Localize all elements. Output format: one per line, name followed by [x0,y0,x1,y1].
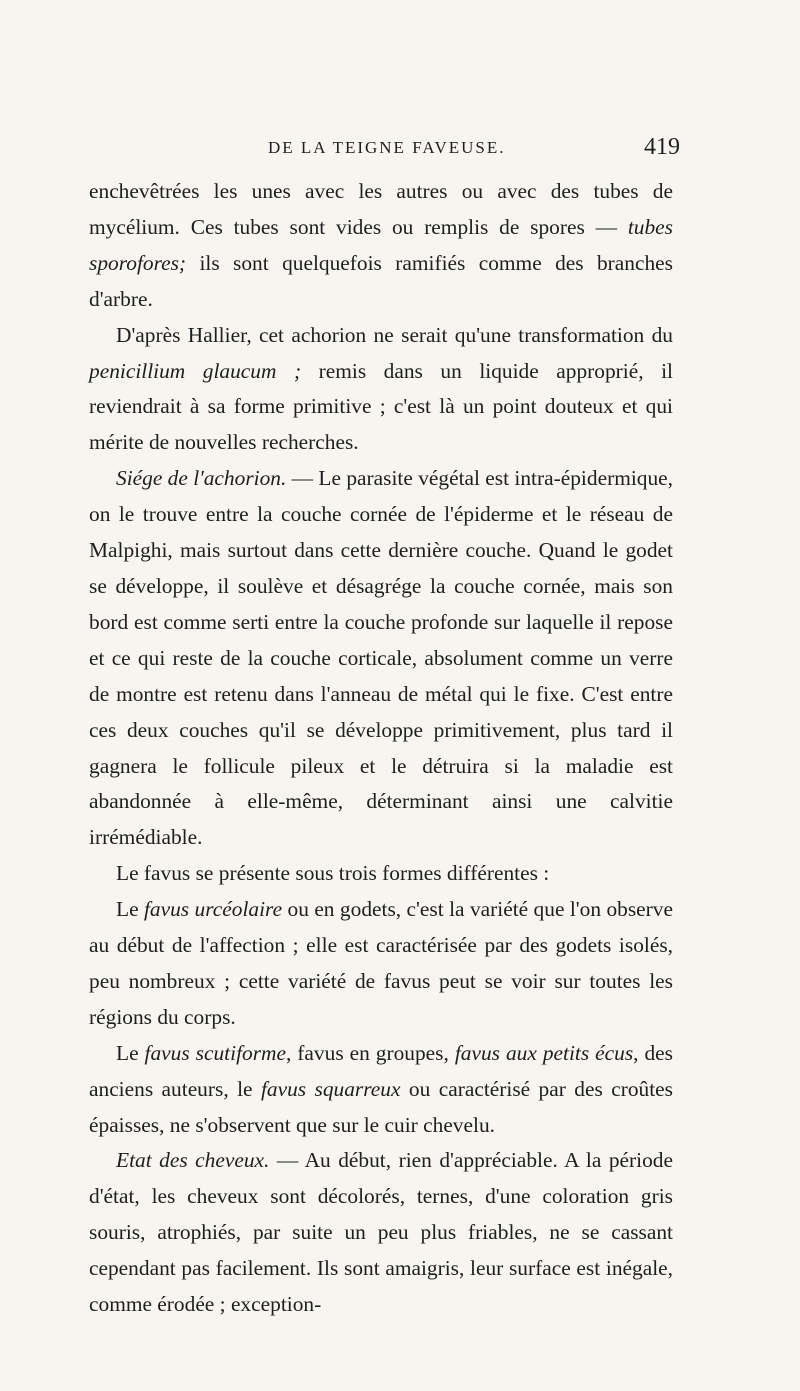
paragraph-2 [89,318,673,462]
text-run: , des anciens auteurs, le [89,1040,673,1101]
text-run: — Le parasite végétal est intra-épidermique, on le trouve entre la couche cornée de l'épiderme et le réseau de Malpighi, mais surtout dans cette dernière couche. Quand le godet se développe, il soulève et désagrége la couche cornée, mais son bord est comme serti entre la couche profonde sur laquelle il repose et ce qui reste de la couche corticale, absolument comme un verre de montre est retenu dans l'anneau de métal qui le fixe. C'est entre ces deux couches qu'il se développe primitivement, plus tard il gagnera le follicule pileux et le détruira si la maladie est abandonnée à elle-même, déterminant ainsi une calvitie irrémédiable. [89,466,674,850]
text-run: enchevêtrées les unes avec les autres ou avec des tubes de mycélium. Ces tubes sont vides ou remplis de spores — [89,179,673,239]
text-run: Le [116,1040,145,1065]
italic-term: favus squarreux [260,1076,401,1101]
paragraph-3 [89,461,673,856]
paragraph-1 [89,174,673,318]
text-run: D'après Hallier, cet achorion ne serait qu'une transformation du [116,322,673,347]
page-header [90,136,680,166]
section-heading: Siége de l'achorion. [116,466,287,491]
text-run: ou caractérisé par des croûtes épaisses, ne s'observent que sur le cuir chevelu. [89,1076,673,1137]
page-number: 419 [644,134,680,160]
italic-term: tubes sporofores; [89,214,673,275]
section-heading: Etat des cheveux. [116,1148,270,1173]
text-run: — Au début, rien d'appréciable. A la période d'état, les cheveux sont décolorés, ternes, d'une coloration gris souris, atrophiés, par suite un peu plus friables, ne se cassant cependant pas facilement. Ils sont amaigris, leur surface est inégale, comme érodée ; exception- [89,1148,673,1317]
text-run: Le favus se présente sous trois formes différentes : [116,861,550,886]
text-run: ou en godets, c'est la variété que l'on observe au début de l'affection ; elle est caractérisée par des godets isolés, peu nombreux ; cette variété de favus peut se voir sur toutes les régions du corps. [89,897,673,1029]
paragraph-6 [89,1036,673,1144]
paragraph-5 [89,892,673,1036]
text-run: remis dans un liquide approprié, il reviendrait à sa forme primitive ; c'est là un point douteux et qui mérite de nouvelles recherches. [89,358,673,455]
text-run: , favus en groupes, [285,1040,455,1065]
text-run: ils sont quelquefois ramifiés comme des branches d'arbre. [89,250,673,311]
running-title: DE LA TEIGNE FAVEUSE. [268,138,506,157]
body-text [89,174,673,1323]
italic-term: penicillium glaucum ; [89,358,302,383]
italic-term: favus urcéolaire [143,897,283,922]
text-run: Le [116,897,144,922]
paragraph-4 [89,856,673,892]
italic-term: favus scutiforme [144,1040,286,1065]
italic-term: favus aux petits écus [454,1040,634,1065]
paragraph-7 [89,1143,673,1323]
